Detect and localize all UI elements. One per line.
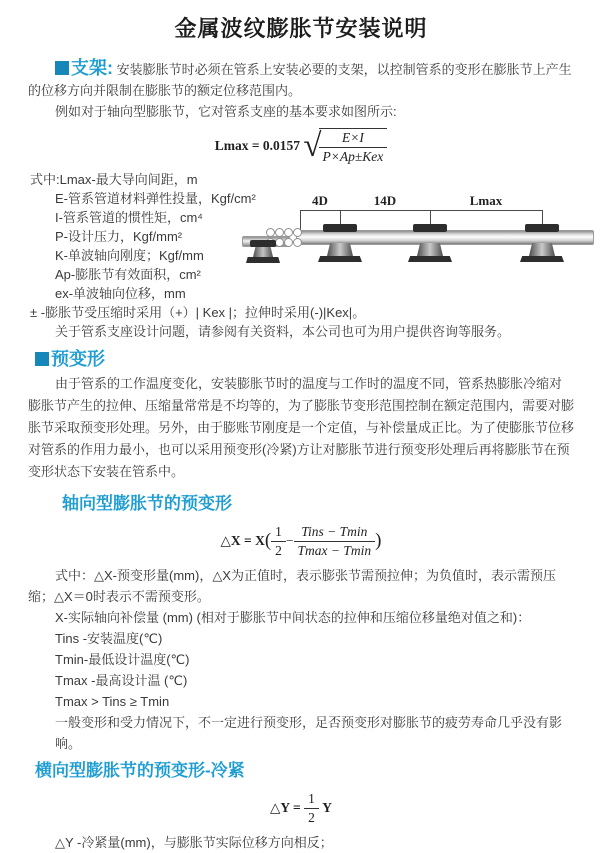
- support-base: [408, 256, 452, 262]
- axial-line: 一般变形和受力情况下，不一定进行预变形，足否预变形对膨胀节的疲劳寿命几乎没有影响。: [55, 715, 563, 751]
- support-clamp: [323, 224, 357, 232]
- preform-paragraph: 由于管系的工作温度变化，安装膨胀节时的温度与工作时的温度不同，管系热膨胀冷缩对膨胀节产生的拉伸、压缩量常常是不均等的，为了膨胀节变形范围控制在额定范围内，需要对膨胀节采取预变形处理。另外，由于膨账节刚度是一个定值，与补偿量成正比。为了使膨胀节位移对管系的作用力最小，也可以采用预变形(冷紧)方让对膨胀节进行预变形处理后再将膨胀节在预变形状态下安装在管系中。: [28, 376, 575, 479]
- transverse-subheading: 横向型膨胀节的预变形-冷紧: [35, 761, 245, 780]
- support-pedestal: [253, 247, 273, 257]
- half-denominator: 2: [275, 542, 282, 558]
- dim-label-4d: 4D: [312, 193, 328, 208]
- bellows-coil-icon: [266, 228, 275, 237]
- support-pedestal: [327, 243, 353, 256]
- definition-line: 式中:Lmax-最大导向间距，m: [30, 172, 198, 187]
- plusminus-note: ± -膨胀节受压缩时采用（+）| Kex |；拉伸时采用(-)|Kex|。: [30, 305, 366, 320]
- definition-line: E-管系管道材料弹性投量，Kgf/cm²: [55, 191, 256, 206]
- support-clamp: [413, 224, 447, 232]
- lmax-formula-lhs: Lmax = 0.0157: [214, 138, 301, 153]
- support-clamp: [250, 240, 276, 247]
- definition-line: Ap-膨胀节有效面积，cm²: [55, 267, 201, 282]
- axial-line: Tmax > Tins ≥ Tmin: [55, 694, 170, 709]
- support-pedestal: [417, 243, 443, 256]
- axial-formula-lhs: △X = X: [220, 533, 265, 548]
- support-base: [520, 256, 564, 262]
- bellows-coil-icon: [284, 228, 293, 237]
- support-pedestal: [529, 243, 555, 256]
- axial-line: Tmin-最低设计温度(℃): [55, 652, 190, 667]
- bellows-coil-icon: [275, 228, 284, 237]
- axial-explanation: 式中：△X-预变形量(mm)，△X为正值时，表示膨张节需预拉伸；为负值时，表示需预压缩；△X＝0时表示不需预变形。: [28, 568, 556, 604]
- support-paragraph-text: 安装膨胀节时必须在管系上安装必要的支架，以控制管系的变形在膨胀节上产生的位移方向并限制在膨胀节的额定位移范围内。: [28, 62, 572, 98]
- support-clamp: [525, 224, 559, 232]
- anchor-support: [246, 240, 280, 264]
- definition-line: ex-单波轴向位移，mm: [55, 286, 186, 301]
- section-marker-icon: [55, 61, 69, 75]
- bellows-coil-icon: [293, 228, 302, 237]
- radical-sign-icon: √: [303, 127, 322, 164]
- dim-label-14d: 14D: [373, 193, 397, 208]
- service-note: 关于管系支座设计问题，请参阅有关资料，本公司也可为用户提供咨询等服务。: [55, 324, 511, 339]
- support-section-label: 支架:: [71, 58, 113, 78]
- half-numerator: 1: [271, 524, 286, 542]
- axial-subheading: 轴向型膨胀节的预变形: [62, 494, 232, 513]
- definition-line: I-管系管道的惯性矩，cm⁴: [55, 210, 203, 225]
- pipe-support: [520, 224, 564, 262]
- transverse-definitions: [28, 832, 574, 853]
- t-numerator: Tins − Tmin: [294, 524, 376, 542]
- preform-section-heading: [35, 349, 574, 369]
- bellows-coil-icon: [293, 238, 302, 247]
- axial-formula: [28, 521, 574, 561]
- support-paragraph: [28, 59, 574, 101]
- page-title: 金属波纹膨胀节安装说明: [174, 16, 428, 41]
- transverse-formula-lhs: △Y =: [270, 800, 301, 815]
- axial-line: Tmax -最高设计温 (℃): [55, 673, 188, 688]
- pipe-support-diagram: [240, 192, 598, 282]
- support-base: [246, 257, 280, 263]
- preform-section-label: 预变形: [51, 349, 105, 369]
- dimension-line: [300, 210, 542, 211]
- lmax-formula: [28, 126, 574, 166]
- support-base: [318, 256, 362, 262]
- transverse-formula: [28, 792, 574, 824]
- lmax-formula-numerator: E×I: [319, 130, 388, 148]
- bellows-coil-icon: [284, 238, 293, 247]
- pipe-support: [408, 224, 452, 262]
- transverse-denominator: 2: [308, 809, 315, 825]
- left-paren: (: [264, 530, 272, 551]
- support-example-line: 例如对于轴向型膨胀节，它对管系支座的基本要求如图所示:: [55, 104, 397, 119]
- transverse-line: △Y -冷紧量(mm)，与膨胀节实际位移方向相反；: [55, 835, 333, 850]
- transverse-formula-rhs: Y: [322, 800, 332, 815]
- definition-line: K-单波轴向刚度；Kgf/mm: [55, 248, 204, 263]
- section-marker-icon: [35, 352, 49, 366]
- t-denominator: Tmax − Tmin: [297, 542, 372, 558]
- right-paren: ): [375, 530, 382, 551]
- minus-sign: −: [285, 533, 294, 548]
- axial-line: X-实际轴向补偿量 (mm) (相对于膨胀节中间状态的拉伸和压缩位移量绝对值之和)：: [55, 610, 531, 625]
- axial-definitions: [28, 607, 574, 754]
- dim-label-lmax: Lmax: [469, 193, 503, 208]
- lmax-formula-denominator: P×Ap±Kex: [322, 148, 384, 164]
- axial-line: Tins -安装温度(℃): [55, 631, 163, 646]
- transverse-numerator: 1: [304, 791, 319, 809]
- definition-line: P-设计压力，Kgf/mm²: [55, 229, 183, 244]
- pipe-support: [318, 224, 362, 262]
- sqrt-radical: [303, 128, 387, 164]
